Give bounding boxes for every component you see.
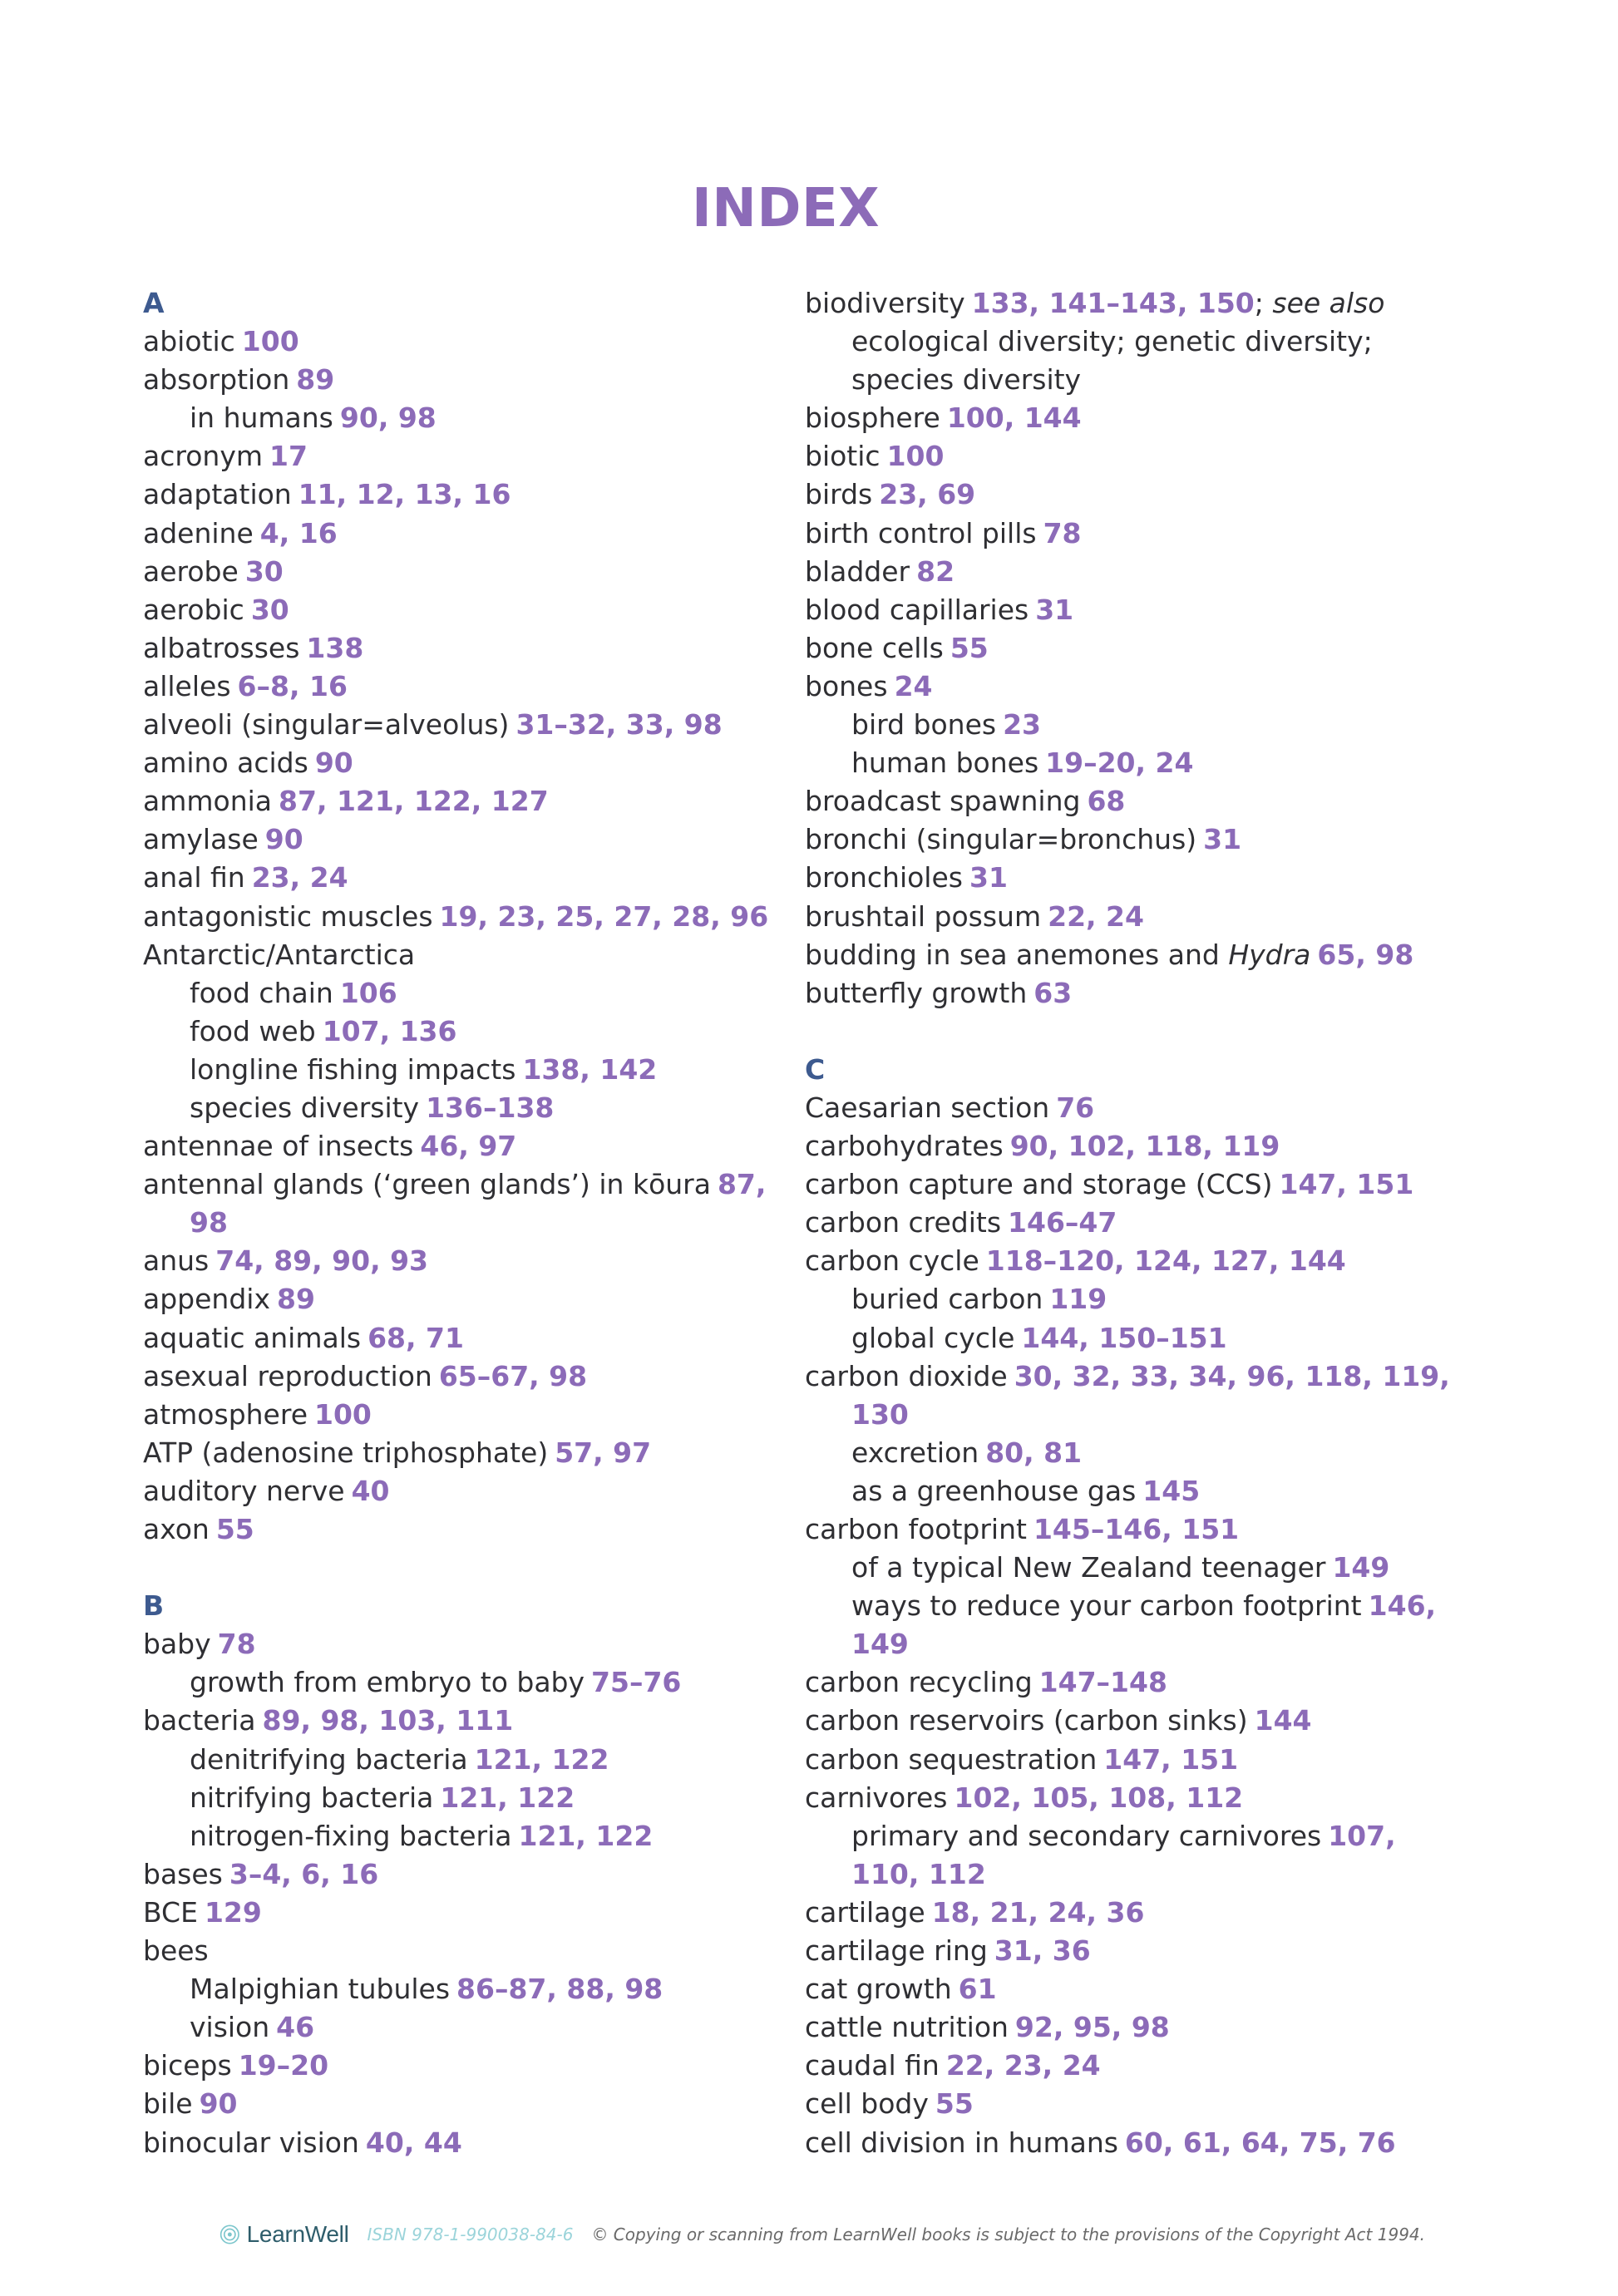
- page-references: 107,: [1328, 1819, 1396, 1852]
- index-entry: [143, 1855, 775, 1894]
- page-references: 86–87, 88, 98: [456, 1973, 663, 2006]
- index-entry: [143, 475, 775, 514]
- page-references: 147, 151: [1103, 1742, 1239, 1776]
- index-entry: [143, 2124, 775, 2162]
- page-references: 31–32, 33, 98: [515, 708, 723, 742]
- isbn: ISBN 978-1-990038-84-6: [367, 2225, 574, 2244]
- index-term: bone cells: [805, 631, 944, 664]
- page-references: 4, 16: [259, 516, 338, 549]
- page-references: 145–146, 151: [1033, 1513, 1240, 1545]
- index-entry: [143, 323, 775, 361]
- index-term: bile: [143, 2087, 193, 2121]
- page-references: 100: [314, 1397, 372, 1431]
- index-subentry: [143, 2008, 775, 2047]
- index-column-right: [805, 284, 1453, 2162]
- index-term: atmosphere: [143, 1397, 308, 1431]
- index-entry: [805, 859, 1453, 897]
- page-references: 133, 141–143, 150: [971, 287, 1255, 319]
- index-entry-continuation: [143, 1204, 775, 1242]
- page-references: 46: [276, 2011, 315, 2044]
- index-term: birth control pills: [805, 516, 1037, 549]
- index-section-letter: B: [143, 1589, 165, 1623]
- page-references: 90: [199, 2087, 238, 2121]
- index-term: growth from embryo to baby: [190, 1666, 585, 1699]
- index-term: ecological diversity; genetic diversity;: [851, 325, 1373, 358]
- index-term: as a greenhouse gas: [851, 1474, 1137, 1507]
- page-references: 55: [215, 1513, 254, 1545]
- index-entry-continuation: [805, 1625, 1453, 1663]
- page-references: 100: [886, 440, 945, 473]
- index-entry: [143, 1472, 775, 1510]
- footer: [220, 2218, 1425, 2251]
- see-also: see also: [1272, 287, 1385, 319]
- page-references: 121, 122: [440, 1781, 575, 1814]
- index-term: bronchi (singular=bronchus): [805, 823, 1197, 856]
- index-term: nitrogen-fixing bacteria: [190, 1819, 512, 1852]
- page-references: 110, 112: [851, 1857, 986, 1890]
- index-term: cartilage: [805, 1895, 925, 1929]
- index-subentry: [805, 1472, 1453, 1510]
- index-subentry: [805, 1319, 1453, 1357]
- index-entry: [805, 1357, 1453, 1396]
- page-references: 63: [1033, 976, 1073, 1009]
- index-subentry: [805, 1587, 1453, 1625]
- page-references: 90, 98: [339, 402, 437, 435]
- index-entry: [805, 1204, 1453, 1242]
- index-column-left: [143, 284, 775, 2162]
- index-entry: [143, 1242, 775, 1280]
- page-references: 19–20: [238, 2049, 329, 2082]
- index-term: cattle nutrition: [805, 2011, 1009, 2044]
- page-references: 80, 81: [985, 1436, 1083, 1469]
- page-references: 78: [217, 1628, 256, 1661]
- index-term: Malpighian tubules: [190, 1973, 451, 2006]
- index-entry: [143, 1280, 775, 1318]
- index-entry: [805, 1779, 1453, 1817]
- page-references: 149: [1332, 1551, 1390, 1584]
- page-references: 146,: [1368, 1589, 1437, 1623]
- index-entry: [143, 1625, 775, 1663]
- index-entry: [143, 629, 775, 668]
- index-term: anal fin: [143, 861, 245, 894]
- separator: ;: [1254, 287, 1264, 319]
- section-gap: [805, 1013, 1453, 1051]
- index-term: biosphere: [805, 402, 940, 435]
- index-subentry: [143, 1013, 775, 1051]
- index-entry: [805, 898, 1453, 936]
- index-term: appendix: [143, 1283, 270, 1316]
- index-term-italic: Hydra: [1228, 938, 1311, 971]
- page-references: 19–20, 24: [1045, 746, 1194, 780]
- index-term: ammonia: [143, 785, 273, 818]
- index-term: aerobic: [143, 593, 244, 626]
- page-references: 145: [1142, 1474, 1201, 1507]
- index-entry: [805, 2085, 1453, 2123]
- page-references: 147, 151: [1279, 1168, 1414, 1201]
- index-term: cat growth: [805, 1973, 952, 2006]
- index-entry: [143, 782, 775, 820]
- index-term: human bones: [851, 746, 1039, 780]
- index-entry: [143, 820, 775, 859]
- page-references: 31: [969, 861, 1008, 894]
- page-references: 22, 23, 24: [945, 2049, 1101, 2082]
- index-entry: [805, 1932, 1453, 1970]
- index-term: food web: [190, 1014, 316, 1047]
- index-term: baby: [143, 1628, 211, 1661]
- page-references: 90, 102, 118, 119: [1009, 1130, 1280, 1163]
- page-references: 129: [204, 1895, 262, 1929]
- page-references: 90: [264, 823, 303, 856]
- index-entry: [805, 1741, 1453, 1779]
- page-references: 75–76: [591, 1666, 682, 1699]
- page-references: 24: [894, 669, 933, 702]
- page-references: 119: [1049, 1283, 1107, 1316]
- page-references: 74, 89, 90, 93: [215, 1244, 429, 1278]
- index-entry: [143, 706, 775, 744]
- index-term: bacteria: [143, 1704, 256, 1737]
- index-term: in humans: [190, 402, 333, 435]
- page-references: 136–138: [426, 1091, 555, 1124]
- index-entry: [805, 1510, 1453, 1549]
- page-references: 89: [296, 363, 335, 397]
- page-references: 107, 136: [322, 1014, 457, 1047]
- page-title: INDEX: [691, 178, 881, 239]
- index-entry: [143, 553, 775, 591]
- page-references: 146–47: [1008, 1206, 1117, 1239]
- index-term: carbon capture and storage (CCS): [805, 1168, 1273, 1201]
- index-term: blood capillaries: [805, 593, 1029, 626]
- page-references: 82: [916, 554, 955, 588]
- page-references: 130: [851, 1397, 909, 1431]
- index-entry: [805, 782, 1453, 820]
- copyright-notice: © Copying or scanning from LearnWell books is subject to the provisions of the Copyright Act 1994.: [591, 2225, 1425, 2244]
- index-entry: [143, 898, 775, 936]
- index-entry: [143, 744, 775, 782]
- page-references: 100: [241, 325, 299, 358]
- page-references: 23: [1003, 708, 1042, 742]
- page-references: 144: [1254, 1704, 1312, 1737]
- page-references: 30: [250, 593, 289, 626]
- index-entry: [143, 1434, 775, 1472]
- index-term: broadcast spawning: [805, 785, 1081, 818]
- index-term: antennae of insects: [143, 1130, 414, 1163]
- index-entry: [805, 1894, 1453, 1932]
- page-references: 121, 122: [474, 1742, 609, 1776]
- page-references: 30: [244, 554, 284, 588]
- index-term: vision: [190, 2011, 270, 2044]
- index-entry: [805, 591, 1453, 629]
- index-subentry: [805, 1434, 1453, 1472]
- index-term: biceps: [143, 2049, 232, 2082]
- page-references: 19, 23, 25, 27, 28, 96: [439, 899, 769, 933]
- index-subentry: [805, 744, 1453, 782]
- index-term: carbon credits: [805, 1206, 1002, 1239]
- index-term: absorption: [143, 363, 290, 397]
- page-references: 18, 21, 24, 36: [931, 1895, 1145, 1929]
- index-term: primary and secondary carnivores: [851, 1819, 1322, 1852]
- index-entry: [143, 361, 775, 399]
- index-entry: [805, 1127, 1453, 1165]
- index-entry: [143, 1396, 775, 1434]
- index-term: axon: [143, 1513, 210, 1545]
- index-term: bees: [143, 1934, 209, 1968]
- learnwell-logo-icon: [220, 2222, 240, 2247]
- page-references: 30, 32, 33, 34, 96, 118, 119,: [1014, 1359, 1450, 1392]
- index-term: adenine: [143, 516, 254, 549]
- page-references: 76: [1056, 1091, 1095, 1124]
- index-entry: [805, 1702, 1453, 1740]
- index-entry: [143, 437, 775, 475]
- page-references: 31: [1203, 823, 1242, 856]
- index-term: biodiversity: [805, 287, 965, 319]
- index-term: BCE: [143, 1895, 198, 1929]
- index-term: asexual reproduction: [143, 1359, 432, 1392]
- index-term: bases: [143, 1857, 223, 1890]
- page-references: 65, 98: [1317, 938, 1414, 971]
- index-entry: [143, 668, 775, 706]
- index-entry: [143, 515, 775, 553]
- index-entry: [143, 1127, 775, 1165]
- index-entry: [143, 1319, 775, 1357]
- index-entry: [143, 1357, 775, 1396]
- index-subentry: [143, 1817, 775, 1855]
- index-term: adaptation: [143, 478, 292, 511]
- index-entry: [805, 475, 1453, 514]
- page-references: 23, 69: [879, 478, 976, 511]
- page-references: 147–148: [1038, 1666, 1167, 1699]
- index-subentry: [143, 1741, 775, 1779]
- index-entry: [805, 1242, 1453, 1280]
- page-references: 121, 122: [518, 1819, 654, 1852]
- index-entry: [805, 1165, 1453, 1204]
- page-references: 78: [1043, 516, 1082, 549]
- page-references: 87, 121, 122, 127: [279, 785, 549, 818]
- learnwell-logo-text: LearnWell: [246, 2221, 349, 2247]
- index-term: of a typical New Zealand teenager: [851, 1551, 1326, 1584]
- index-term: cell body: [805, 2087, 929, 2121]
- index-subentry: [143, 399, 775, 437]
- page-references: 60, 61, 64, 75, 76: [1124, 2126, 1396, 2159]
- index-entry: [805, 1663, 1453, 1702]
- index-subentry: [143, 1089, 775, 1127]
- index-term: birds: [805, 478, 873, 511]
- page-references: 138, 142: [522, 1052, 658, 1086]
- index-entry: [805, 2124, 1453, 2162]
- index-entry-continuation: [805, 1396, 1453, 1434]
- index-term: antennal glands (‘green glands’) in kōura: [143, 1168, 711, 1201]
- index-subentry: [143, 1779, 775, 1817]
- page-references: 57, 97: [555, 1436, 652, 1469]
- index-entry: [143, 859, 775, 897]
- index-term: butterfly growth: [805, 976, 1028, 1009]
- index-subentry: [143, 1051, 775, 1089]
- index-subentry: [143, 974, 775, 1013]
- index-term: caudal fin: [805, 2049, 940, 2082]
- page-references: 3–4, 6, 16: [229, 1857, 379, 1890]
- index-subentry: [143, 1663, 775, 1702]
- index-term: ATP (adenosine triphosphate): [143, 1436, 549, 1469]
- index-term: amino acids: [143, 746, 308, 780]
- page-references: 55: [950, 631, 989, 664]
- page-references: 55: [935, 2087, 974, 2121]
- index-entry: [805, 974, 1453, 1013]
- index-section-letter: C: [805, 1052, 826, 1086]
- page-references: 149: [851, 1628, 909, 1661]
- page-references: 22, 24: [1048, 899, 1144, 933]
- index-section-letter: A: [143, 287, 165, 319]
- page-references: 40, 44: [365, 2126, 462, 2159]
- index-term: budding in sea anemones and: [805, 938, 1220, 971]
- index-entry: [805, 284, 1453, 323]
- index-entry: [805, 1089, 1453, 1127]
- index-term: auditory nerve: [143, 1474, 345, 1507]
- page-references: 23, 24: [251, 861, 348, 894]
- index-entry: [805, 936, 1453, 974]
- index-entry-continuation: [805, 1855, 1453, 1894]
- index-term: carbon reservoirs (carbon sinks): [805, 1704, 1248, 1737]
- index-entry: [143, 591, 775, 629]
- index-term: excretion: [851, 1436, 979, 1469]
- index-term: carbon recycling: [805, 1666, 1033, 1699]
- page-references: 31, 36: [994, 1934, 1091, 1968]
- index-term: albatrosses: [143, 631, 300, 664]
- index-term: buried carbon: [851, 1283, 1043, 1316]
- index-subentry: [143, 1970, 775, 2008]
- index-entry: [805, 553, 1453, 591]
- index-term: biotic: [805, 440, 881, 473]
- page-references: 89: [276, 1283, 315, 1316]
- index-entry: [805, 399, 1453, 437]
- index-entry: [143, 2085, 775, 2123]
- index-term: bones: [805, 669, 888, 702]
- index-entry: [805, 820, 1453, 859]
- page-references: 6–8, 16: [237, 669, 348, 702]
- page-references: 90: [314, 746, 353, 780]
- index-term: carbon sequestration: [805, 1742, 1098, 1776]
- index-term: species diversity: [190, 1091, 420, 1124]
- index-term: acronym: [143, 440, 263, 473]
- page-references: 89, 98, 103, 111: [262, 1704, 514, 1737]
- page-references: 46, 97: [420, 1130, 517, 1163]
- index-term: alleles: [143, 669, 231, 702]
- index-term: alveoli (singular=alveolus): [143, 708, 510, 742]
- index-term: carbon dioxide: [805, 1359, 1008, 1392]
- index-term: food chain: [190, 976, 333, 1009]
- index-term: species diversity: [851, 363, 1082, 397]
- index-entry: [805, 668, 1453, 706]
- page-references: 68, 71: [368, 1321, 464, 1354]
- index-entry: [805, 1970, 1453, 2008]
- index-term: abiotic: [143, 325, 235, 358]
- index-term: bronchioles: [805, 861, 963, 894]
- index-term: bird bones: [851, 708, 997, 742]
- index-entry: [805, 515, 1453, 553]
- index-term: antagonistic muscles: [143, 899, 433, 933]
- index-term: aerobe: [143, 554, 239, 588]
- index-term: longline fishing impacts: [190, 1052, 516, 1086]
- page-references: 138: [306, 631, 364, 664]
- page-references: 102, 105, 108, 112: [954, 1781, 1244, 1814]
- index-subentry: [805, 1817, 1453, 1855]
- index-subentry: [805, 1280, 1453, 1318]
- page-references: 61: [958, 1973, 997, 2006]
- index-term: ways to reduce your carbon footprint: [851, 1589, 1362, 1623]
- index-term: anus: [143, 1244, 210, 1278]
- index-entry: [143, 1510, 775, 1549]
- index-term: cell division in humans: [805, 2126, 1118, 2159]
- index-entry: [805, 629, 1453, 668]
- index-term: brushtail possum: [805, 899, 1042, 933]
- index-term: global cycle: [851, 1321, 1015, 1354]
- page-references: 144, 150–151: [1021, 1321, 1227, 1354]
- index-term: Antarctic/Antarctica: [143, 938, 416, 971]
- index-entry: [805, 2047, 1453, 2085]
- index-term: Caesarian section: [805, 1091, 1050, 1124]
- page-references: 98: [190, 1206, 228, 1239]
- index-term: carbon footprint: [805, 1513, 1027, 1545]
- index-term: denitrifying bacteria: [190, 1742, 468, 1776]
- index-subentry: [805, 361, 1453, 399]
- index-term: bladder: [805, 554, 910, 588]
- index-term: amylase: [143, 823, 259, 856]
- index-subentry: [805, 1549, 1453, 1587]
- page-references: 118–120, 124, 127, 144: [985, 1244, 1346, 1278]
- page-references: 68: [1087, 785, 1126, 818]
- index-term: nitrifying bacteria: [190, 1781, 434, 1814]
- page-references: 100, 144: [946, 402, 1082, 435]
- index-term: carbon cycle: [805, 1244, 979, 1278]
- page-references: 106: [339, 976, 397, 1009]
- index-entry: [805, 437, 1453, 475]
- section-gap: [143, 1549, 775, 1587]
- page-references: 65–67, 98: [438, 1359, 588, 1392]
- index-subentry: [805, 706, 1453, 744]
- page-references: 31: [1035, 593, 1074, 626]
- index-term: cartilage ring: [805, 1934, 988, 1968]
- page-references: 87,: [717, 1168, 767, 1201]
- index-term: carbohydrates: [805, 1130, 1004, 1163]
- index-entry: [143, 1702, 775, 1740]
- page-references: 11, 12, 13, 16: [298, 478, 511, 511]
- index-subentry: [805, 323, 1453, 361]
- index-entry: [143, 936, 775, 974]
- index-entry: [143, 1165, 775, 1204]
- index-term: aquatic animals: [143, 1321, 362, 1354]
- page-references: 40: [351, 1474, 390, 1507]
- index-entry: [143, 1932, 775, 1970]
- page-references: 92, 95, 98: [1014, 2011, 1170, 2044]
- index-entry: [143, 2047, 775, 2085]
- page-references: 17: [269, 440, 308, 473]
- index-term: carnivores: [805, 1781, 948, 1814]
- index-term: binocular vision: [143, 2126, 359, 2159]
- index-entry: [143, 1894, 775, 1932]
- index-entry: [805, 2008, 1453, 2047]
